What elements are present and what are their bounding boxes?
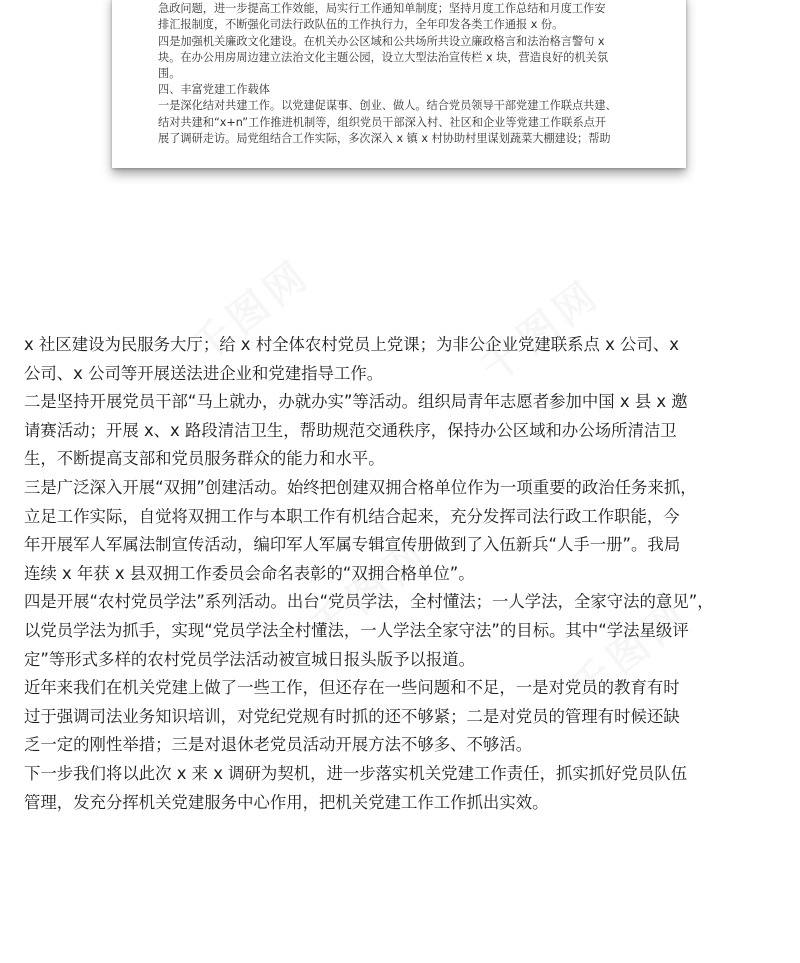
body-line: 四是开展“农村党员学法”系列活动。出台“党员学法，全村懂法；一人学法，全家守法的意见”， xyxy=(24,592,714,612)
preview-line: 展了调研走访。局党组结合工作实际，多次深入 x 镇 x 村协助村里谋划蔬菜大棚建设；帮助 xyxy=(158,131,611,145)
preview-line: 围。 xyxy=(158,67,181,81)
preview-heading: 四、丰富党建工作载体 xyxy=(158,83,270,97)
body-line: 三是广泛深入开展“双拥”创建活动。始终把创建双拥合格单位作为一项重要的政治任务来抓， xyxy=(24,477,697,497)
body-line: 管理，发充分挥机关党建服务中心作用，把机关党建工作工作抓出实效。 xyxy=(24,792,549,812)
body-line: 近年来我们在机关党建上做了一些工作，但还存在一些问题和不足，一是对党员的教育有时 xyxy=(24,678,680,698)
preview-line: 急政问题，进一步提高工作效能，局实行工作通知单制度；坚持月度工作总结和月度工作安 xyxy=(158,2,606,16)
preview-line: 排汇报制度，不断强化司法行政队伍的工作执行力，全年印发各类工作通报 x 份。 xyxy=(158,18,564,32)
preview-line: 结对共建和“x+n”工作推进机制等，组织党员干部深入村、社区和企业等党建工作联系点开 xyxy=(158,115,607,129)
body-line: 乏一定的刚性举措；三是对退休老党员活动开展方法不够多、不够活。 xyxy=(24,735,533,755)
body-line: 生，不断提高支部和党员服务群众的能力和水平。 xyxy=(24,449,385,469)
body-line: 连续 x 年获 x 县双拥工作委员会命名表彰的“双拥合格单位”。 xyxy=(24,563,475,583)
body-line: 过于强调司法业务知识培训，对党纪党规有时抓的还不够紧；二是对党员的管理有时候还缺 xyxy=(24,706,680,726)
preview-text-block xyxy=(158,0,646,147)
preview-line: 四是加强机关廉政文化建设。在机关办公区域和公共场所共设立廉政格言和法治格言警句 x xyxy=(158,34,605,48)
body-line: 以党员学法为抓手，实现“党员学法全村懂法，一人学法全家守法”的目标。其中“学法星级评 xyxy=(24,620,689,640)
body-line: 立足工作实际，自觉将双拥工作与本职工作有机结合起来，充分发挥司法行政工作职能，今 xyxy=(24,506,680,526)
body-line: 请赛活动；开展 x、x 路段清洁卫生，帮助规范交通秩序，保持办公区域和办公场所清洁卫 xyxy=(24,420,677,440)
body-line: 公司、x 公司等开展送法进企业和党建指导工作。 xyxy=(24,363,384,383)
body-line: 定”等形式多样的农村党员学法活动被宣城日报头版予以报道。 xyxy=(24,649,476,669)
body-line: x 社区建设为民服务大厅；给 x 村全体农村党员上党课；为非公企业党建联系点 x 公司、x xyxy=(24,335,679,354)
body-line: 年开展军人军属法制宣传活动，编印军人军属专辑宣传册做到了入伍新兵“人手一册”。我局 xyxy=(24,535,681,555)
preview-line: 块。在办公用房周边建立法治文化主题公园，设立大型法治宣传栏 x 块，营造良好的机关氛 xyxy=(158,50,609,64)
body-line: 下一步我们将以此次 x 来 x 调研为契机，进一步落实机关党建工作责任，抓实抓好党员队伍 xyxy=(24,763,688,783)
body-line: 二是坚持开展党员干部“马上就办，办就办实”等活动。组织局青年志愿者参加中国 x 县 x 邀 xyxy=(24,392,688,412)
page-preview-card xyxy=(112,0,686,168)
document-body xyxy=(24,331,784,817)
preview-line: 一是深化结对共建工作。以党建促谋事、创业、做人。结合党员领导干部党建工作联点共建、 xyxy=(158,99,617,113)
